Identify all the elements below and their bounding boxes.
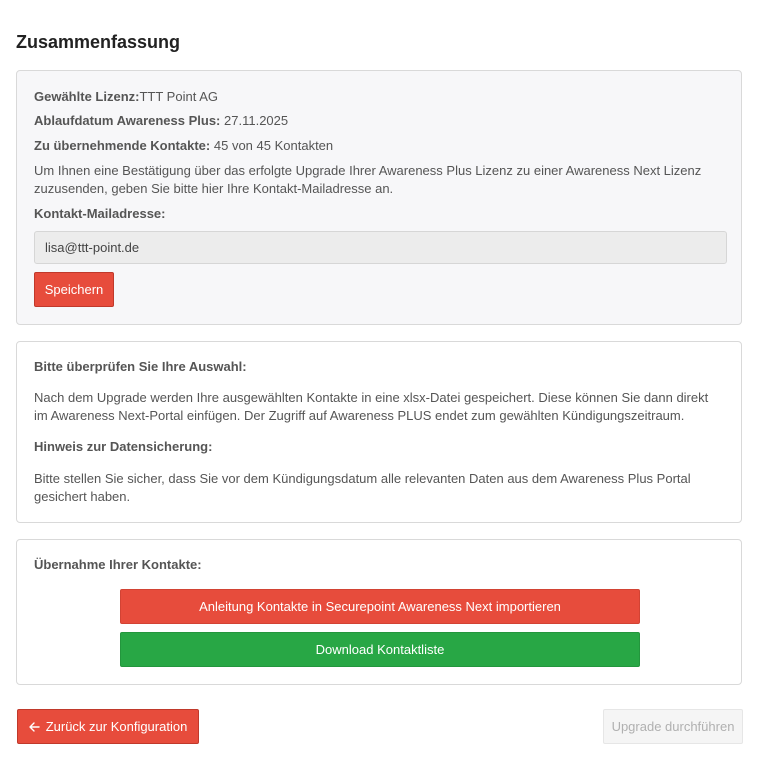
- back-to-config-button[interactable]: [17, 709, 199, 744]
- email-label: Kontakt-Mailadresse:: [34, 206, 166, 221]
- expiry-value: 27.11.2025: [224, 113, 289, 128]
- backup-heading: Hinweis zur Datensicherung:: [34, 439, 213, 454]
- page-title: Zusammenfassung: [16, 32, 181, 52]
- contacts-value: 45 von 45 Kontakten: [213, 138, 334, 153]
- license-value: TTT Point AG: [139, 89, 218, 104]
- confirmation-info-text: Um Ihnen eine Bestätigung über das erfolgte Upgrade Ihrer Awareness Plus Lizenz zu einer Awareness Next Lizenz zuzusenden, geben Sie bitte hier Ihre Kontakt-Mailadresse an.: [34, 163, 702, 196]
- summary-panel: [16, 70, 742, 325]
- review-panel: [16, 341, 742, 523]
- save-button[interactable]: Speichern: [34, 272, 114, 307]
- import-guide-button[interactable]: Anleitung Kontakte in Securepoint Awareness Next importieren: [120, 589, 640, 624]
- email-input[interactable]: [34, 231, 727, 264]
- arrow-left-icon: [29, 710, 40, 743]
- contacts-line: [34, 137, 333, 155]
- license-line: [34, 88, 218, 106]
- back-label: Zurück zur Konfiguration: [45, 719, 188, 734]
- expiry-line: [34, 112, 288, 130]
- backup-text: Bitte stellen Sie sicher, dass Sie vor dem Kündigungsdatum alle relevanten Daten aus dem Awareness Plus Portal gesichert haben.: [34, 471, 691, 504]
- contacts-label: Zu übernehmende Kontakte:: [34, 138, 211, 153]
- transfer-heading: Übernahme Ihrer Kontakte:: [34, 557, 202, 572]
- transfer-panel: [16, 539, 742, 685]
- upgrade-button[interactable]: Upgrade durchführen: [603, 709, 743, 744]
- expiry-label: Ablaufdatum Awareness Plus:: [34, 113, 221, 128]
- license-label: Gewählte Lizenz:: [34, 89, 140, 104]
- review-heading: Bitte überprüfen Sie Ihre Auswahl:: [34, 359, 247, 374]
- review-text: Nach dem Upgrade werden Ihre ausgewählten Kontakte in eine xlsx-Datei gespeichert. Diese können Sie dann direkt im Awareness Next-Portal einfügen. Der Zugriff auf Awareness PLUS endet zum gewählten Kündigungszeitraum.: [34, 390, 709, 423]
- download-contacts-button[interactable]: Download Kontaktliste: [120, 632, 640, 667]
